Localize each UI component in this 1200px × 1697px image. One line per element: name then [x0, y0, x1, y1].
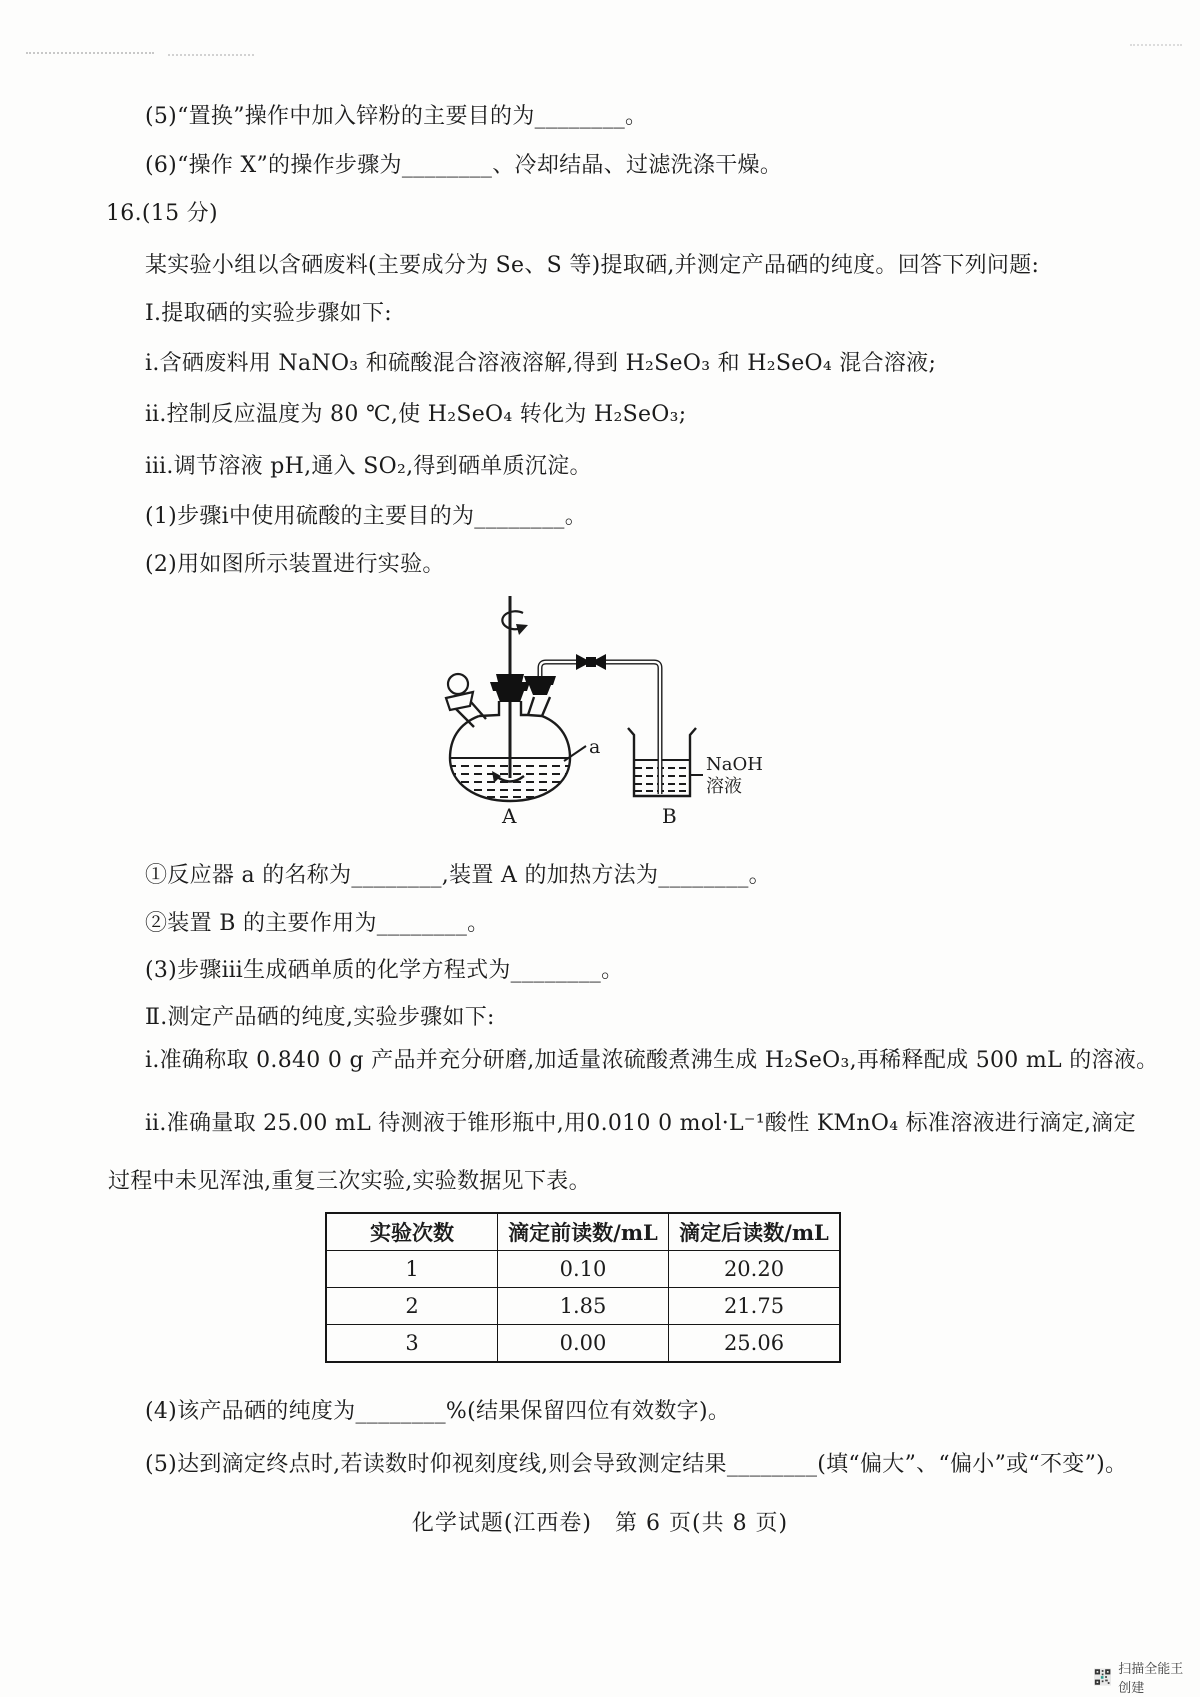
cell-trial-2: 2 [326, 1288, 498, 1325]
part2-step-i: ⅰ.准确称取 0.840 0 g 产品并充分研磨,加适量浓硫酸煮沸生成 H₂SeO₃,再稀释配成 500 mL 的溶液。 [145, 1048, 1159, 1073]
watermark-text: 扫描全能王 创建 [1118, 1662, 1184, 1696]
page-footer: 化学试题(江西卷) 第 6 页(共 8 页) [411, 1511, 789, 1536]
col-header-trial: 实验次数 [326, 1213, 498, 1251]
table-header-row [326, 1213, 840, 1251]
scan-artifact [26, 52, 154, 54]
part1-q2: (2)用如图所示装置进行实验。 [145, 552, 445, 577]
scan-artifact [168, 54, 254, 56]
table-row [326, 1325, 840, 1363]
q15-item6: (6)“操作 X”的操作步骤为________、冷却结晶、过滤洗涤干燥。 [145, 153, 783, 178]
rotation-arrowhead-icon [516, 624, 528, 635]
q16-number: 16.(15 分) [106, 201, 218, 226]
cell-final-3: 25.06 [669, 1325, 841, 1363]
scan-artifact [1130, 44, 1182, 46]
scanner-watermark [1094, 1658, 1200, 1696]
apparatus-diagram [400, 588, 800, 830]
part1-step-iii: ⅲ.调节溶液 pH,通入 SO₂,得到硒单质沉淀。 [145, 454, 592, 479]
cell-initial-1: 0.10 [498, 1251, 669, 1288]
pinch-clamp [576, 654, 606, 670]
col-header-final: 滴定后读数/mL [669, 1213, 841, 1251]
part1-title: Ⅰ.提取硒的实验步骤如下: [145, 301, 392, 326]
cell-initial-2: 1.85 [498, 1288, 669, 1325]
label-a: a [589, 736, 601, 758]
part1-q3: (3)步骤ⅲ生成硒单质的化学方程式为________。 [145, 958, 624, 983]
label-device-a: A [502, 804, 517, 828]
flask-stopper [490, 674, 530, 702]
part1-step-i: ⅰ.含硒废料用 NaNO₃ 和硫酸混合溶液溶解,得到 H₂SeO₃ 和 H₂SeO₄ 混合溶液; [145, 351, 937, 376]
part2-step-ii-line1: ⅱ.准确量取 25.00 mL 待测液于锥形瓶中,用0.010 0 mol·L⁻¹酸性 KMnO₄ 标准溶液进行滴定,滴定 [145, 1111, 1136, 1136]
cell-trial-1: 1 [326, 1251, 498, 1288]
naoh-label-line1: NaOH [706, 754, 763, 775]
glass-stopper [446, 674, 473, 710]
part1-sub2: ②装置 B 的主要作用为________。 [145, 911, 490, 936]
qr-code-icon [1094, 1667, 1111, 1687]
part1-step-ii: ⅱ.控制反应温度为 80 ℃,使 H₂SeO₄ 转化为 H₂SeO₃; [145, 402, 687, 427]
part1-sub1: ①反应器 a 的名称为________,装置 A 的加热方法为________。 [145, 863, 771, 888]
part2-q5: (5)达到滴定终点时,若读数时仰视刻度线,则会导致测定结果________(填“偏大”、“偏小”或“不变”)。 [145, 1452, 1128, 1477]
part2-title: Ⅱ.测定产品硒的纯度,实验步骤如下: [145, 1005, 495, 1030]
col-header-initial: 滴定前读数/mL [498, 1213, 669, 1251]
part2-step-ii-line2: 过程中未见浑浊,重复三次实验,实验数据见下表。 [108, 1169, 591, 1194]
cell-trial-3: 3 [326, 1325, 498, 1363]
cell-final-2: 21.75 [669, 1288, 841, 1325]
q16-intro: 某实验小组以含硒废料(主要成分为 Se、S 等)提取硒,并测定产品硒的纯度。回答下列问题: [145, 253, 1040, 278]
cell-final-1: 20.20 [669, 1251, 841, 1288]
table-row [326, 1251, 840, 1288]
table-row [326, 1288, 840, 1325]
cell-initial-3: 0.00 [498, 1325, 669, 1363]
titration-data-table [325, 1212, 841, 1363]
part2-q4: (4)该产品硒的纯度为________%(结果保留四位有效数字)。 [145, 1399, 731, 1424]
naoh-label-line2: 溶液 [706, 776, 742, 797]
part1-q1: (1)步骤ⅰ中使用硫酸的主要目的为________。 [145, 504, 587, 529]
label-device-b: B [662, 804, 677, 828]
label-a-pointer [564, 746, 586, 761]
q15-item5: (5)“置换”操作中加入锌粉的主要目的为________。 [145, 104, 648, 129]
